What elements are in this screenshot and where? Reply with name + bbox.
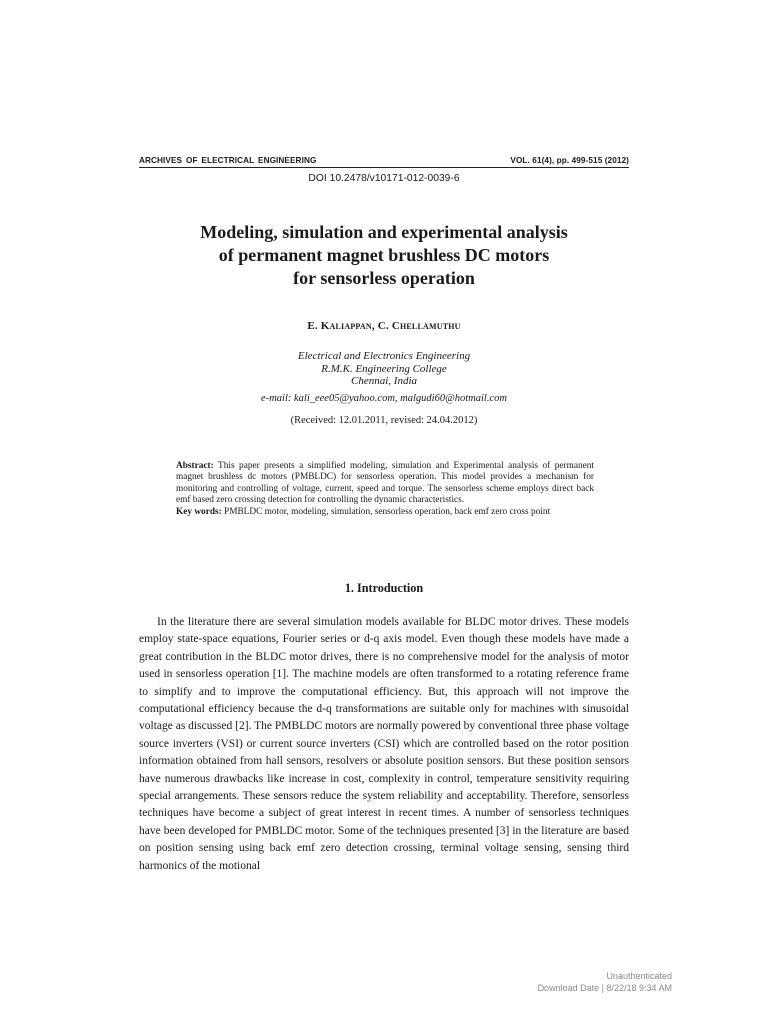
affiliation-line-3: Chennai, India (351, 375, 417, 388)
header-rule (139, 167, 629, 168)
affiliation-line-1: Electrical and Electronics Engineering (297, 350, 471, 362)
title-line-2: of permanent magnet brushless DC motors (218, 245, 550, 265)
paper-title (139, 221, 629, 290)
title-line-1: Modeling, simulation and experimental analysis (200, 222, 568, 242)
abstract-paragraph (176, 461, 594, 507)
download-footer (538, 970, 672, 994)
keywords-paragraph (176, 507, 594, 518)
running-header (139, 154, 629, 168)
journal-name: ARCHIVES OF ELECTRICAL ENGINEERING (139, 156, 317, 165)
volume-info: VOL. 61(4), pp. 499-515 (2012) (510, 156, 629, 165)
keywords-text: PMBLDC motor, modeling, simulation, sensorless operation, back emf zero cross point (224, 506, 551, 517)
footer-line-1: Unauthenticated (606, 971, 672, 981)
title-line-3: for sensorless operation (293, 268, 475, 288)
affiliation (139, 350, 629, 388)
body-paragraph: In the literature there are several simulation models available for BLDC motor drives. These models employ state-space equations, Fourier series or d-q axis model. Even though these models have made a great contribution in the BLDC motor drives, there is no comprehensive model for the analysis of motor used in sensorless operation [1]. The machine models are often transformed to a rotating reference frame to simplify and to improve the computational efficiency. But, this approach will not improve the computational efficiency because the d-q transformations are suitable only for machines with sinusoidal voltage as discussed [2]. The PMBLDC motors are normally powered by conventional three phase voltage source inverters (VSI) or current source inverters (CSI) which are controlled based on the rotor position information obtained from hall sensors, resolvers or absolute position sensors. But these position sensors have numerous drawbacks like increase in cost, complexity in control, temperature sensitivity requiring special arrangements. These sensors reduce the system reliability and acceptability. Therefore, sensorless techniques have become a subject of great interest in recent times. A number of sensorless techniques have been developed for PMBLDC motor. Some of the techniques presented [3] in the literature are based on position sensing using back emf zero detection crossing, terminal voltage sensing, sensing third harmonics of the motional (139, 616, 630, 872)
abstract-label: Abstract: (176, 461, 214, 471)
abstract (176, 461, 594, 518)
doi: DOI 10.2478/v10171-012-0039-6 (308, 173, 460, 184)
authors: E. Kaliappan, C. Chellamuthu (307, 320, 461, 332)
footer-line-2: Download Date | 8/22/18 9:34 AM (537, 983, 672, 993)
keywords-label: Key words: (176, 506, 222, 517)
received-dates: (Received: 12.01.2011, revised: 24.04.2012) (290, 415, 478, 426)
affiliation-line-2: R.M.K. Engineering College (321, 362, 447, 375)
abstract-text: This paper presents a simplified modeling, simulation and Experimental analysis of permanent magnet brushless dc motors (PMBLDC) for sensorless operation. This model provides a mechanism for monitoring and controlling of voltage, current, speed and torque. The sensorless scheme employs direct back emf based zero crossing detection for controlling the dynamic characteristics. (176, 461, 594, 506)
section-heading: 1. Introduction (344, 581, 424, 595)
email: e-mail: kali_eee05@yahoo.com, malgudi60@hotmail.com (261, 393, 507, 404)
